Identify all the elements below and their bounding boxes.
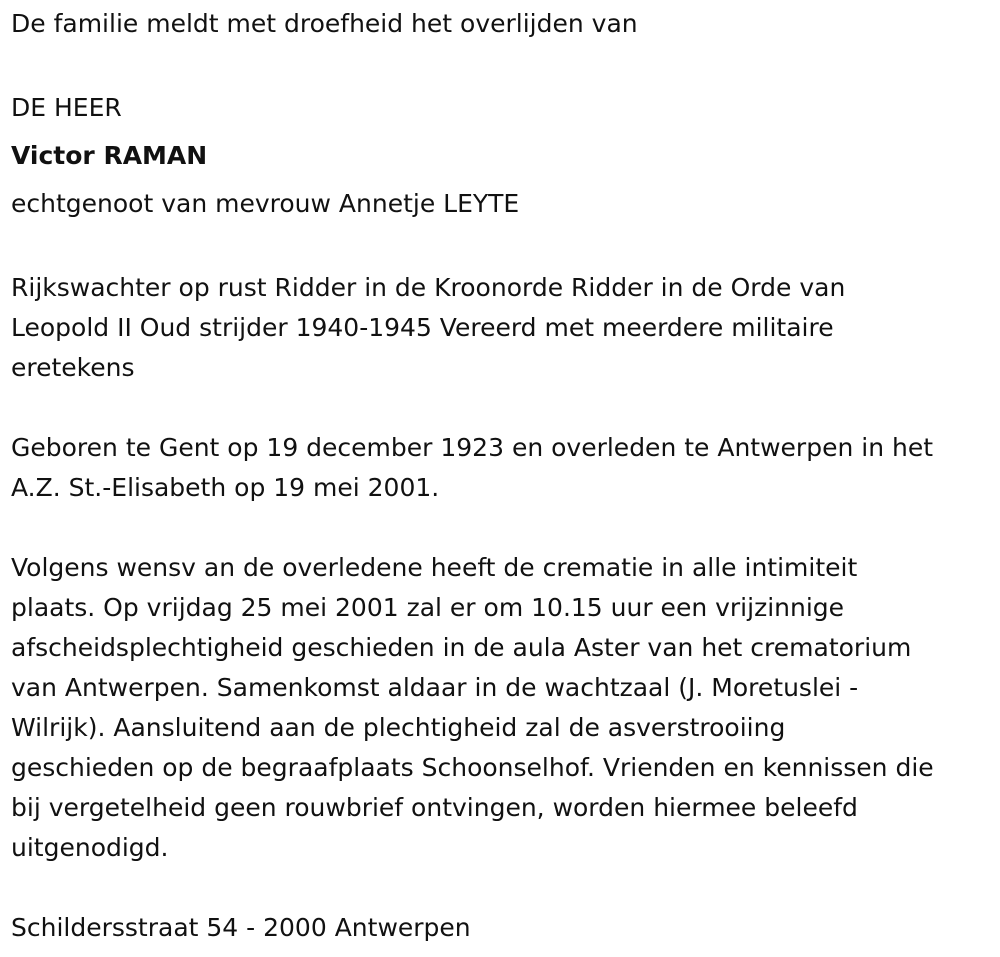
obituary-notice bbox=[11, 4, 996, 948]
address-line: Schildersstraat 54 - 2000 Antwerpen bbox=[11, 913, 471, 942]
spacer bbox=[11, 44, 996, 84]
ceremony-line: Wilrijk). Aansluitend aan de plechtigheid zal de asverstrooiing bbox=[11, 713, 786, 742]
deceased-block bbox=[11, 84, 996, 228]
spacer bbox=[11, 508, 996, 548]
spouse-line: echtgenoot van mevrouw Annetje LEYTE bbox=[11, 189, 520, 218]
ceremony-line: Volgens wensv an de overledene heeft de crematie in alle intimiteit bbox=[11, 553, 858, 582]
ceremony-line: afscheidsplechtigheid geschieden in de aula Aster van het crematorium bbox=[11, 633, 912, 662]
ceremony-line: geschieden op de begraafplaats Schoonselhof. Vrienden en kennissen die bbox=[11, 753, 934, 782]
spacer bbox=[11, 868, 996, 908]
titles-line: Leopold II Oud strijder 1940-1945 Vereerd met meerdere militaire bbox=[11, 313, 834, 342]
titles-paragraph bbox=[11, 268, 996, 388]
titles-line: Rijkswachter op rust Ridder in de Kroonorde Ridder in de Orde van bbox=[11, 273, 846, 302]
ceremony-line: plaats. Op vrijdag 25 mei 2001 zal er om 10.15 uur een vrijzinnige bbox=[11, 593, 845, 622]
deceased-name: Victor RAMAN bbox=[11, 141, 208, 170]
salutation: DE HEER bbox=[11, 93, 122, 122]
spacer bbox=[11, 228, 996, 268]
ceremony-line: van Antwerpen. Samenkomst aldaar in de wachtzaal (J. Moretuslei - bbox=[11, 673, 859, 702]
intro-text: De familie meldt met droefheid het overlijden van bbox=[11, 9, 638, 38]
birth-death-line: A.Z. St.-Elisabeth op 19 mei 2001. bbox=[11, 473, 440, 502]
ceremony-paragraph bbox=[11, 548, 996, 868]
spacer bbox=[11, 388, 996, 428]
titles-line: eretekens bbox=[11, 353, 135, 382]
birth-death-line: Geboren te Gent op 19 december 1923 en overleden te Antwerpen in het bbox=[11, 433, 934, 462]
birth-death-paragraph bbox=[11, 428, 996, 508]
ceremony-line: bij vergetelheid geen rouwbrief ontvingen, worden hiermee beleefd bbox=[11, 793, 858, 822]
ceremony-line: uitgenodigd. bbox=[11, 833, 169, 862]
